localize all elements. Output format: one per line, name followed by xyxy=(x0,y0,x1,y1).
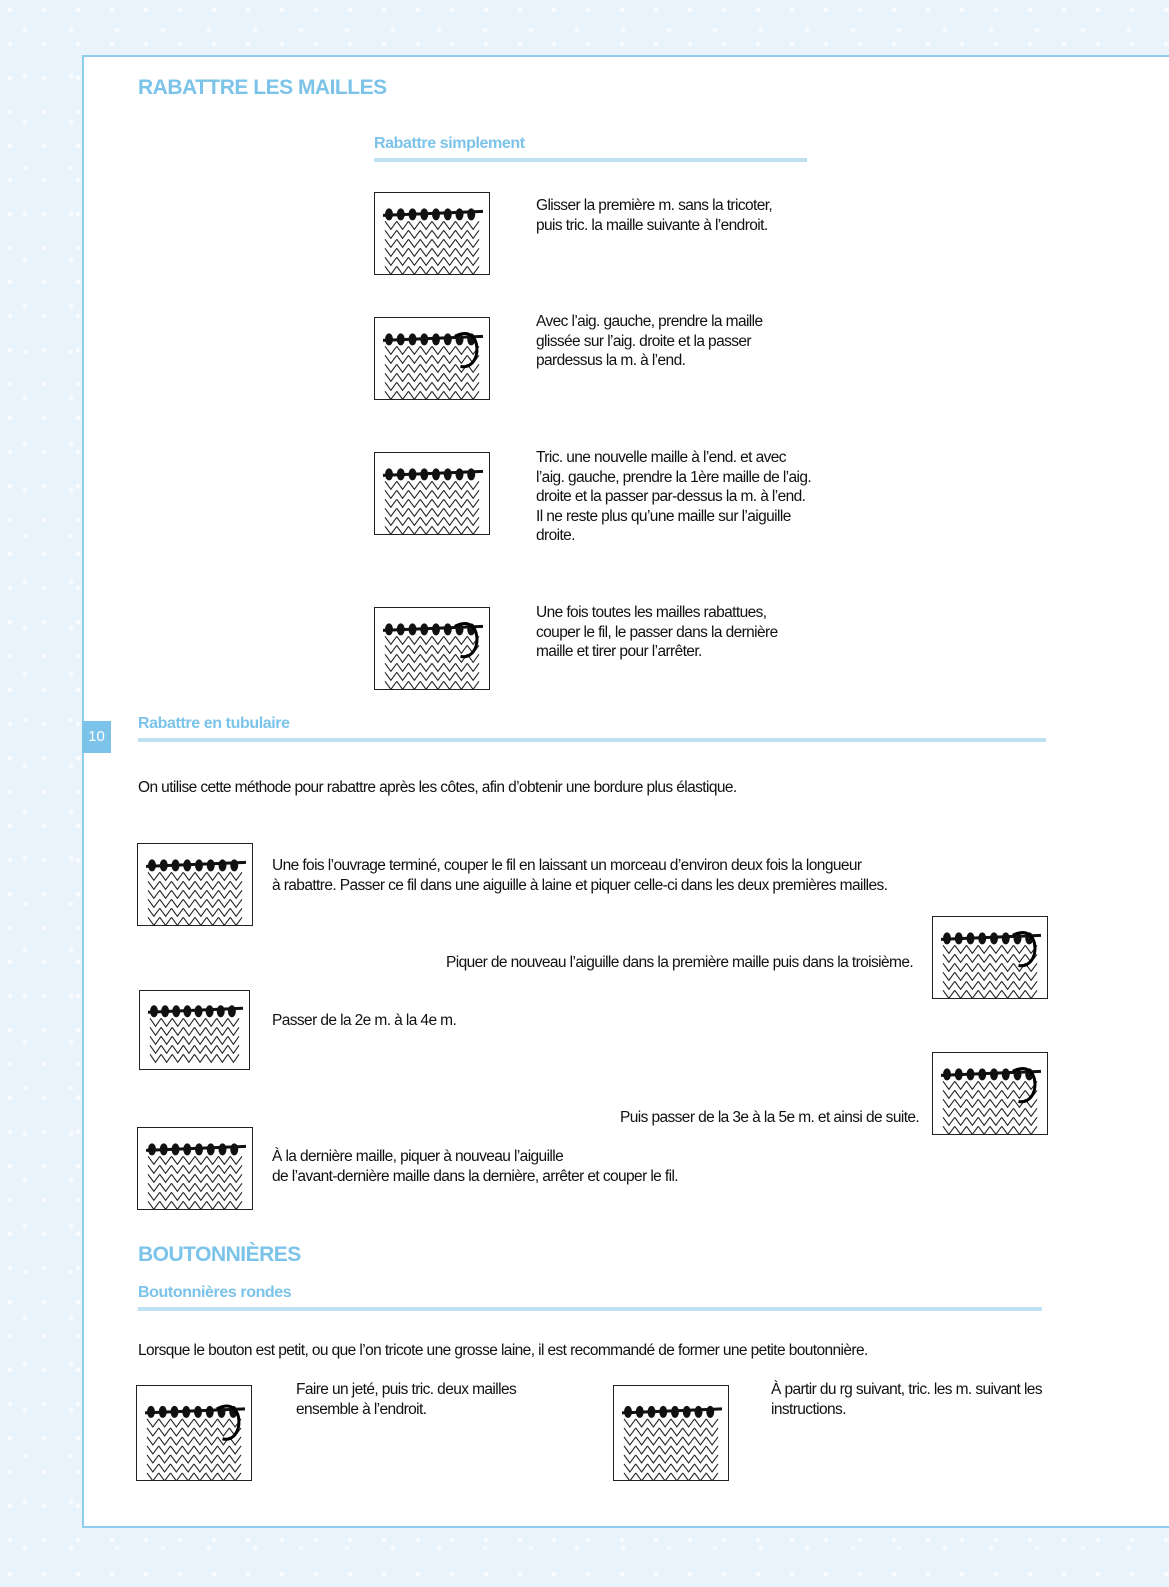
section-title-rabattre: RABATTRE LES MAILLES xyxy=(138,76,387,99)
subsection-rule xyxy=(374,158,807,162)
tub-step-text-3: Passer de la 2e m. à la 4e m. xyxy=(272,1012,457,1029)
step-text-2: Avec l’aig. gauche, prendre la maille glissée sur l’aig. droite et la passer pardessus la m. à l’end. xyxy=(536,313,763,369)
knit-illustration-bout-1 xyxy=(136,1385,252,1481)
knit-illustration-bout-2 xyxy=(613,1385,729,1481)
tub-step-text-2: Piquer de nouveau l’aiguille dans la première maille puis dans la troisième. xyxy=(446,954,914,971)
knit-illustration-step-1 xyxy=(374,192,490,275)
knit-illustration-tub-2 xyxy=(932,916,1048,999)
page-number: 10 xyxy=(82,721,111,753)
knit-illustration-tub-1 xyxy=(137,843,253,926)
step-text-1: Glisser la première m. sans la tricoter, puis tric. la maille suivante à l’endroit. xyxy=(536,197,773,234)
knit-illustration-step-3 xyxy=(374,452,490,535)
subsection-title-tubulaire: Rabattre en tubulaire xyxy=(138,715,290,732)
subsection-rule xyxy=(138,738,1046,742)
step-text-4: Une fois toutes les mailles rabattues, couper le fil, le passer dans la dernière maille et tirer pour l’arrêter. xyxy=(536,604,778,660)
knit-illustration-tub-4 xyxy=(932,1052,1048,1135)
subsection-title-rondes: Boutonnières rondes xyxy=(138,1284,292,1301)
subsection-rule xyxy=(138,1307,1042,1311)
tub-step-text-5: À la dernière maille, piquer à nouveau l’aiguille de l’avant-dernière maille dans la dernière, arrêter et couper le fil. xyxy=(272,1148,679,1185)
tubulaire-intro: On utilise cette méthode pour rabattre après les côtes, afin d’obtenir une bordure plus élastique. xyxy=(138,779,737,796)
step-text-3: Tric. une nouvelle maille à l’end. et avec l’aig. gauche, prendre la 1ère maille de l’aig. droite et la passer par-dessus la m. à l’end. Il ne reste plus qu’une maille sur l’aiguille droite. xyxy=(536,449,812,544)
knit-illustration-step-2 xyxy=(374,317,490,400)
knit-illustration-tub-5 xyxy=(137,1127,253,1210)
bout-step-text-1: Faire un jeté, puis tric. deux mailles ensemble à l’endroit. xyxy=(296,1381,517,1418)
tub-step-text-4: Puis passer de la 3e à la 5e m. et ainsi de suite. xyxy=(620,1109,920,1126)
tub-step-text-1: Une fois l’ouvrage terminé, couper le fil en laissant un morceau d’environ deux fois la longueur à rabattre. Passer ce fil dans une aiguille à laine et piquer celle-ci dans les deux premières mailles. xyxy=(272,857,888,894)
knit-illustration-step-4 xyxy=(374,607,490,690)
bout-step-text-2: À partir du rg suivant, tric. les m. suivant les instructions. xyxy=(771,1381,1042,1418)
boutonnieres-intro: Lorsque le bouton est petit, ou que l’on tricote une grosse laine, il est recommandé de former une petite boutonnière. xyxy=(138,1342,868,1359)
section-title-boutonnieres: BOUTONNIÈRES xyxy=(138,1243,301,1266)
knit-illustration-tub-3 xyxy=(139,990,250,1070)
subsection-title-simplement: Rabattre simplement xyxy=(374,135,525,152)
